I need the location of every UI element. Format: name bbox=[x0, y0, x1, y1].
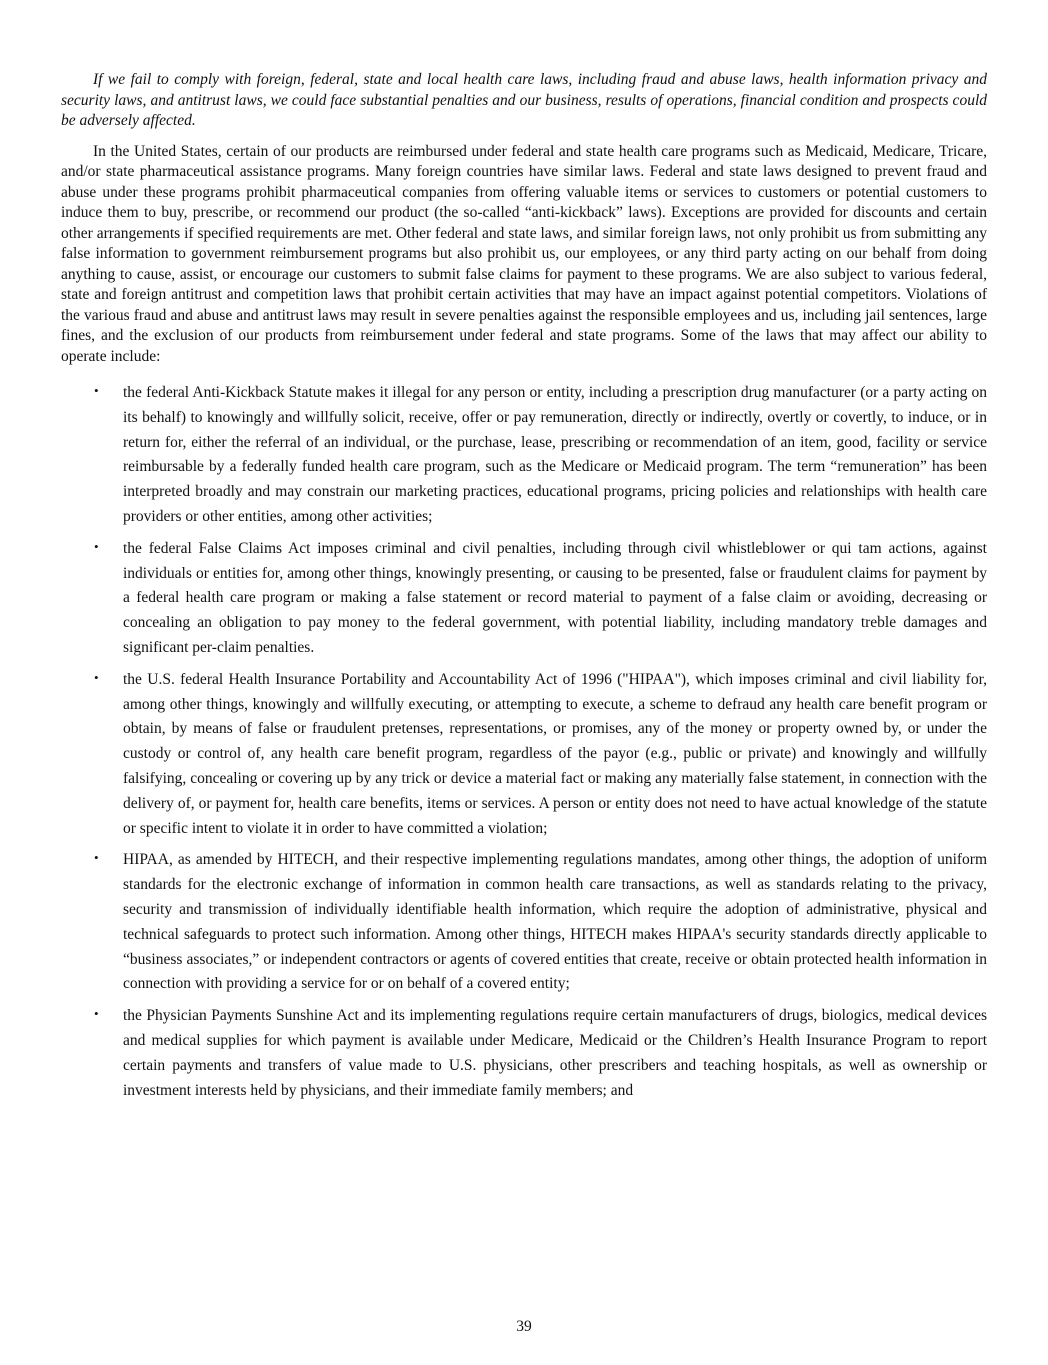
document-page bbox=[61, 70, 987, 1110]
bullet-hipaa bbox=[61, 668, 987, 842]
bullet-icon: • bbox=[94, 383, 99, 398]
laws-bullet-list bbox=[61, 381, 987, 1103]
bullet-text: the U.S. federal Health Insurance Portability and Accountability Act of 1996 ("HIPAA"), which imposes criminal and civil liability for, among other things, knowingly and willfully executing, or attempting to execute, a scheme to defraud any health care benefit program or obtain, by means of false or fraudulent pretenses, representations, or promises, any of the money or property owned by, or under the custody or control of, any health care benefit program, regardless of the payor (e.g., public or private) and knowingly and willfully falsifying, concealing or covering up by any trick or device a material fact or making any materially false statement, in connection with the delivery of, or payment for, health care benefits, items or services. A person or entity does not need to have actual knowledge of the statute or specific intent to violate it in order to have committed a violation; bbox=[123, 670, 987, 837]
page-number: 39 bbox=[516, 1318, 532, 1335]
bullet-text: the Physician Payments Sunshine Act and its implementing regulations require certain manufacturers of drugs, biologics, medical devices and medical supplies for which payment is available under Medicare, Medicaid or the Children’s Health Insurance Program to report certain payments and transfers of value made to U.S. physicians, other prescribers and teaching hospitals, as well as ownership or investment interests held by physicians, and their immediate family members; and bbox=[123, 1007, 987, 1099]
bullet-text: the federal False Claims Act imposes criminal and civil penalties, including through civil whistleblower or qui tam actions, against individuals or entities for, among other things, knowingly presenting, or causing to be presented, false or fraudulent claims for payment by a federal health care program or making a false statement or record material to payment of a false claim or avoiding, decreasing or concealing an obligation to pay money to the federal government, with potential liability, including mandatory treble damages and significant per-claim penalties. bbox=[123, 539, 987, 656]
risk-factor-heading: If we fail to comply with foreign, federal, state and local health care laws, including fraud and abuse laws, health information privacy and security laws, and antitrust laws, we could face substantial penalties and our business, results of operations, financial condition and prospects could be adversely affected. bbox=[61, 71, 987, 129]
intro-paragraph: In the United States, certain of our products are reimbursed under federal and state health care programs such as Medicaid, Medicare, Tricare, and/or state pharmaceutical assistance programs. Many foreign countries have similar laws. Federal and state laws designed to prevent fraud and abuse under these programs prohibit pharmaceutical companies from offering valuable items or services to customers or potential customers to induce them to buy, prescribe, or recommend our product (the so-called “anti-kickback” laws). Exceptions are provided for discounts and certain other arrangements if specified requirements are met. Other federal and state laws, and similar foreign laws, not only prohibit us from submitting any false information to government reimbursement programs but also prohibit us, our employees, or any third party acting on our behalf from doing anything to cause, assist, or encourage our customers to submit false claims for payment to these programs. We are also subject to various federal, state and foreign antitrust and competition laws that prohibit certain activities that may have an impact against potential competitors. Violations of the various fraud and abuse and antitrust laws may result in severe penalties against the responsible employees and us, including jail sentences, large fines, and the exclusion of our products from reimbursement under federal and state programs. Some of the laws that may affect our ability to operate include: bbox=[61, 142, 987, 365]
bullet-text: HIPAA, as amended by HITECH, and their respective implementing regulations mandates, among other things, the adoption of uniform standards for the electronic exchange of information in common health care transactions, as well as standards relating to the privacy, security and transmission of individually identifiable health information, which require the adoption of administrative, physical and technical safeguards to protect such information. Among other things, HITECH makes HIPAA's security standards directly applicable to “business associates,” or independent contractors or agents of covered entities that create, receive or obtain protected health information in connection with providing a service for or on behalf of a covered entity; bbox=[123, 851, 987, 993]
bullet-icon: • bbox=[94, 669, 99, 685]
bullet-icon: • bbox=[94, 538, 99, 554]
bullet-icon: • bbox=[94, 1006, 99, 1022]
bullet-text: the federal Anti-Kickback Statute makes it illegal for any person or entity, including a prescription drug manufacturer (or a party acting on its behalf) to knowingly and willfully solicit, receive, offer or pay remuneration, directly or indirectly, overtly or covertly, to induce, or in return for, either the referral of an individual, or the purchase, lease, prescribing or recommendation of an item, good, facility or service reimbursable by a federally funded health care program, such as the Medicare or Medicaid program. The term “remuneration” has been interpreted broadly and may constrain our marketing practices, educational programs, pricing policies and relationships with health care providers or other entities, among other activities; bbox=[123, 384, 987, 525]
bullet-anti-kickback bbox=[61, 381, 987, 530]
bullet-hitech bbox=[61, 848, 987, 997]
bullet-icon: • bbox=[94, 850, 99, 866]
bullet-sunshine-act bbox=[61, 1004, 987, 1103]
bullet-false-claims bbox=[61, 537, 987, 661]
